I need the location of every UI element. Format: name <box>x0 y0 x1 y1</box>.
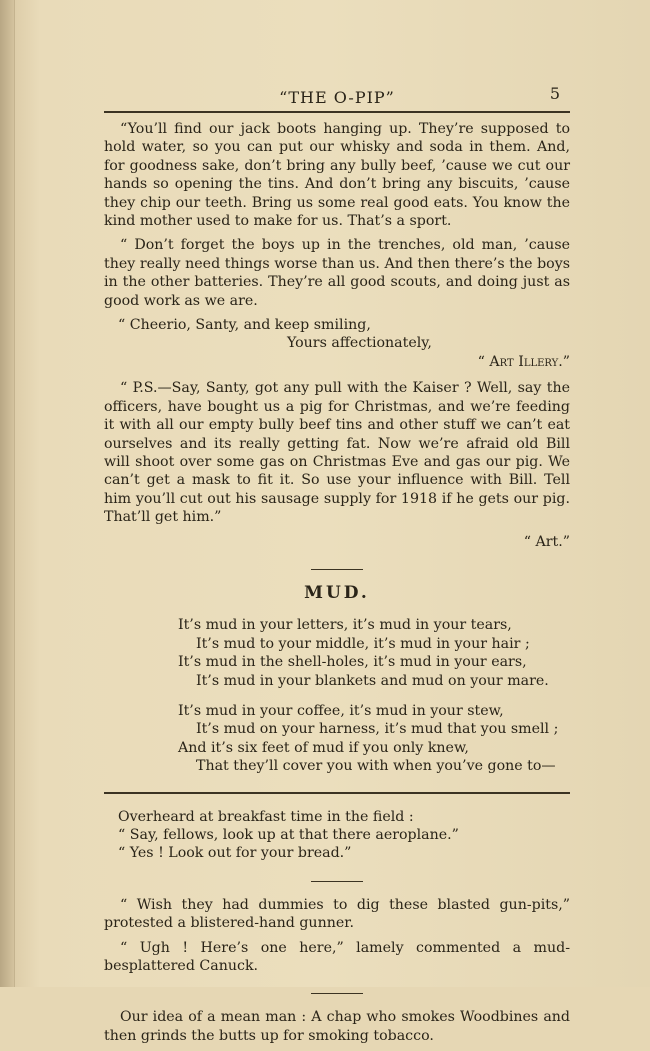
letter-paragraph: “ Don’t forget the boys up in the trenches, old man, ’cause they really need things worse than us. And then there’s the boys in the other batteries. They’re all good scouts, and doing just as good work as we are. <box>104 237 570 309</box>
poem-line: And it’s six feet of mud if you only knew, <box>178 739 469 756</box>
anecdote-paragraph: “ Ugh ! Here’s one here,” lamely commented a mud-besplattered Canuck. <box>104 939 570 975</box>
poem-line: It’s mud in your coffee, it’s mud in your stew, <box>178 702 504 719</box>
section-rule <box>104 792 570 794</box>
poem-line: It’s mud in your blankets and mud on your mare. <box>196 672 549 689</box>
poem <box>104 616 570 775</box>
poem-line: It’s mud in the shell-holes, it’s mud in your ears, <box>178 654 527 671</box>
anecdote-line: “ Yes ! Look out for your bread.” <box>118 845 352 862</box>
section-divider <box>311 993 363 994</box>
anecdote-line: Overheard at breakfast time in the field : <box>118 808 414 825</box>
header-rule <box>104 111 570 113</box>
poem-line: That they’ll cover you with when you’ve gone to— <box>196 758 556 775</box>
publication-title: “THE O-PIP” <box>279 88 395 107</box>
running-header <box>104 82 570 112</box>
poem-line: It’s mud on your harness, it’s mud that you smell ; <box>196 721 559 738</box>
poem-line: It’s mud in your letters, it’s mud in your tears, <box>178 617 512 634</box>
section-divider <box>311 881 363 882</box>
poem-line: It’s mud to your middle, it’s mud in your hair ; <box>196 635 530 652</box>
letter-paragraph: “You’ll find our jack boots hanging up. They’re supposed to hold water, so you can put our whisky and soda in them. And, for goodness sake, don’t bring any bully beef, ’cause we cut our hands so opening the tins. And don’t bring any biscuits, ’cause they chip our teeth. Bring us some real good eats. You know the kind mother used to make for us. That’s a sport. <box>104 121 570 230</box>
page-body <box>104 120 570 1051</box>
anecdote-paragraph: Our idea of a mean man : A chap who smokes Woodbines and then grinds the butts up for smoking tobacco. <box>104 1009 570 1044</box>
letter-postscript: “ P.S.—Say, Santy, got any pull with the Kaiser ? Well, say the officers, have bought us a pig for Christmas, and we’re feeding it with all our empty bully beef tins and other stuff we can’t eat ourselves and its really getting fat. Now we’re afraid old Bill will shoot over some gas on Christmas Eve and gas our pig. We can’t get a mask to fit it. So use your influence with Bill. Tell him you’ll cut out his sausage supply for 1918 if he gets our pig. That’ll get him.” <box>104 380 570 526</box>
page-number: 5 <box>549 84 560 103</box>
letter-valediction: Yours affectionately, <box>287 335 432 352</box>
postscript-signature: “ Art.” <box>523 533 570 550</box>
section-divider <box>311 569 363 570</box>
letter-closing: “ Cheerio, Santy, and keep smiling, <box>118 317 371 334</box>
letter-signature: “ Art Illery.” <box>477 353 570 370</box>
anecdote-line: “ Say, fellows, look up at that there aeroplane.” <box>118 827 459 843</box>
anecdote-paragraph: “ Wish they had dummies to dig these blasted gun-pits,” protested a blistered-hand gunner. <box>104 896 570 932</box>
page-binding-edge <box>0 0 15 987</box>
poem-title: MUD. <box>304 582 370 603</box>
